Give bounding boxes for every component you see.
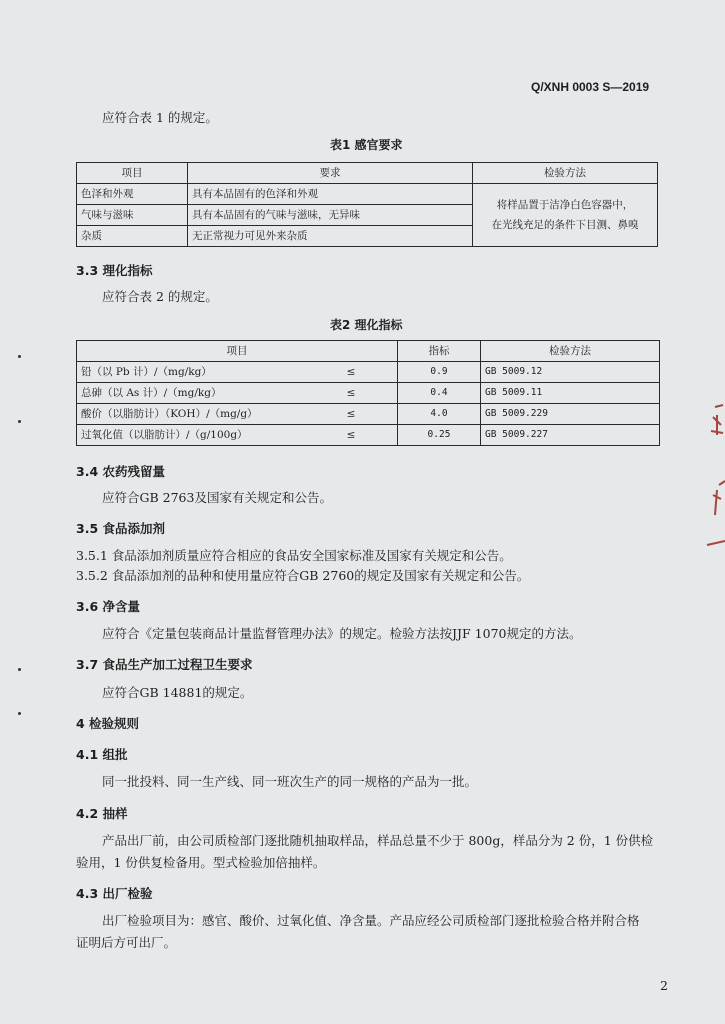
binding-hole-mark — [18, 355, 21, 358]
section-text: 应符合表 2 的规定。 — [102, 289, 218, 304]
table1-caption: 表1 感官要求 — [330, 138, 403, 152]
section-text: 验用，1 份供复检备用。型式检验加倍抽样。 — [76, 855, 326, 870]
table-cell: GB 5009.12 — [481, 362, 660, 383]
seal-stamp-fragment — [695, 395, 725, 565]
section-text: 同一批投料、同一生产线、同一班次生产的同一规格的产品为一批。 — [102, 774, 478, 789]
section-text: 3.5.2 食品添加剂的品种和使用量应符合GB 2760的规定及国家有关规定和公告。 — [76, 568, 530, 583]
table2-caption: 表2 理化指标 — [330, 318, 403, 332]
table-cell: 气味与滋味 — [77, 205, 188, 226]
method-line: 在光线充足的条件下目测、鼻嗅 — [491, 219, 639, 231]
table-header-row — [77, 163, 658, 184]
table-header-cell: 检验方法 — [481, 341, 660, 362]
table-cell: GB 5009.11 — [481, 383, 660, 404]
table1-sensory — [76, 162, 658, 247]
table-row — [77, 425, 660, 446]
table-header-cell: 指标 — [398, 341, 481, 362]
table-cell: GB 5009.229 — [481, 404, 660, 425]
binding-hole-mark — [18, 712, 21, 715]
section-heading: 3.3 理化指标 — [76, 263, 153, 278]
table-header-cell: 要求 — [188, 163, 473, 184]
intro-text: 应符合表 1 的规定。 — [102, 110, 218, 125]
table-cell: 无正常视力可见外来杂质 — [188, 226, 473, 247]
table-cell: 具有本品固有的色泽和外观 — [188, 184, 473, 205]
table-cell-method — [473, 184, 658, 247]
section-heading: 3.7 食品生产加工过程卫生要求 — [76, 657, 253, 672]
table-cell-op: ≤ — [305, 404, 398, 425]
table2-physicochemical — [76, 340, 660, 446]
section-text: 出厂检验项目为：感官、酸价、过氧化值、净含量。产品应经公司质检部门逐批检验合格并附合格 — [102, 913, 640, 928]
table-cell: 具有本品固有的气味与滋味，无异味 — [188, 205, 473, 226]
section-text: 应符合《定量包装商品计量监督管理办法》的规定。检验方法按JJF 1070规定的方法。 — [102, 626, 582, 641]
table-cell: 铅（以 Pb 计）/（mg/kg） — [77, 362, 306, 383]
table-cell: 0.9 — [398, 362, 481, 383]
section-heading: 4.3 出厂检验 — [76, 886, 153, 901]
table-cell-op: ≤ — [305, 383, 398, 404]
table-cell-op: ≤ — [305, 425, 398, 446]
table-header-cell: 检验方法 — [473, 163, 658, 184]
table-cell: 过氧化值（以脂肪计）/（g/100g） — [77, 425, 306, 446]
table-header-cell: 项目 — [77, 163, 188, 184]
table-cell-op: ≤ — [305, 362, 398, 383]
section-text: 3.5.1 食品添加剂质量应符合相应的食品安全国家标准及国家有关规定和公告。 — [76, 548, 512, 563]
table-cell: GB 5009.227 — [481, 425, 660, 446]
section-heading: 4 检验规则 — [76, 716, 140, 731]
table-cell: 酸价（以脂肪计）（KOH）/（mg/g） — [77, 404, 306, 425]
table-row — [77, 404, 660, 425]
table-header-cell: 项目 — [77, 341, 398, 362]
table-cell: 总砷（以 As 计）/（mg/kg） — [77, 383, 306, 404]
section-heading: 3.5 食品添加剂 — [76, 521, 165, 536]
section-text: 证明后方可出厂。 — [76, 935, 177, 950]
binding-hole-mark — [18, 420, 21, 423]
section-text: 应符合GB 14881的规定。 — [102, 685, 253, 700]
table-cell: 4.0 — [398, 404, 481, 425]
page-number: 2 — [660, 978, 668, 993]
binding-hole-mark — [18, 668, 21, 671]
section-text: 产品出厂前，由公司质检部门逐批随机抽取样品，样品总量不少于 800g，样品分为 2 份，1 份供检 — [102, 833, 654, 848]
section-heading: 4.2 抽样 — [76, 806, 128, 821]
doc-code: Q/XNH 0003 S—2019 — [531, 80, 650, 94]
table-row — [77, 184, 658, 205]
method-line: 将样品置于洁净白色容器中， — [496, 199, 634, 211]
table-row — [77, 362, 660, 383]
section-text: 应符合GB 2763及国家有关规定和公告。 — [102, 490, 332, 505]
table-cell: 杂质 — [77, 226, 188, 247]
section-heading: 4.1 组批 — [76, 747, 128, 762]
table-cell: 0.4 — [398, 383, 481, 404]
table-header-row — [77, 341, 660, 362]
section-heading: 3.6 净含量 — [76, 599, 140, 614]
table-row — [77, 383, 660, 404]
table-cell: 0.25 — [398, 425, 481, 446]
section-heading: 3.4 农药残留量 — [76, 464, 165, 479]
table-cell: 色泽和外观 — [77, 184, 188, 205]
